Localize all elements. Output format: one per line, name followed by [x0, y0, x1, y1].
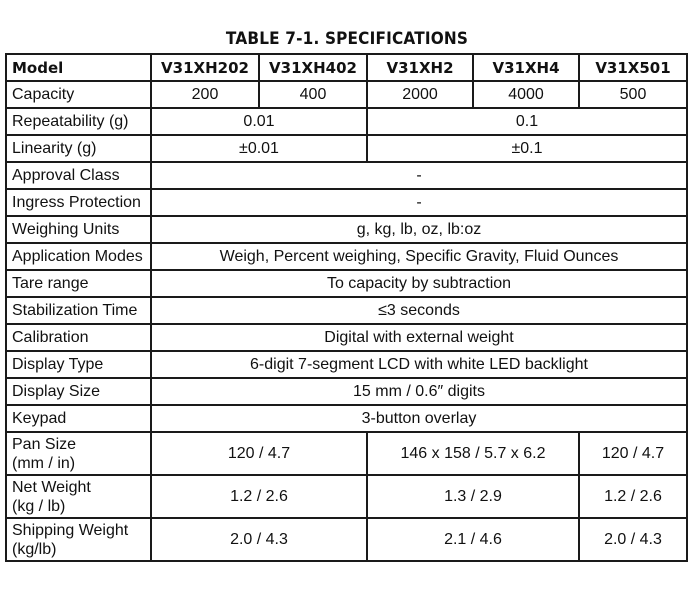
capacity-v31xh4: 4000	[473, 81, 579, 108]
repeatability-left: 0.01	[151, 108, 367, 135]
pan-size-middle: 146 x 158 / 5.7 x 6.2	[367, 432, 579, 475]
calibration-value: Digital with external weight	[151, 324, 687, 351]
table-row	[6, 475, 687, 518]
net-weight-label-line2: (kg / lb)	[12, 497, 66, 515]
row-label-capacity: Capacity	[6, 81, 151, 108]
header-v31xh202: V31XH202	[151, 54, 259, 81]
net-weight-middle: 1.3 / 2.9	[367, 475, 579, 518]
header-row	[6, 54, 687, 81]
row-label-tare-range: Tare range	[6, 270, 151, 297]
header-v31x501: V31X501	[579, 54, 687, 81]
weighing-units-value: g, kg, lb, oz, lb:oz	[151, 216, 687, 243]
display-size-value: 15 mm / 0.6″ digits	[151, 378, 687, 405]
row-label-repeatability: Repeatability (g)	[6, 108, 151, 135]
row-label-application-modes: Application Modes	[6, 243, 151, 270]
specifications-table	[5, 53, 688, 562]
table-row	[6, 189, 687, 216]
net-weight-right: 1.2 / 2.6	[579, 475, 687, 518]
keypad-value: 3-button overlay	[151, 405, 687, 432]
net-weight-label-line1: Net Weight	[12, 478, 91, 496]
table-row	[6, 324, 687, 351]
pan-size-left: 120 / 4.7	[151, 432, 367, 475]
row-label-ingress-protection: Ingress Protection	[6, 189, 151, 216]
pan-size-right: 120 / 4.7	[579, 432, 687, 475]
display-type-value: 6-digit 7-segment LCD with white LED backlight	[151, 351, 687, 378]
shipping-weight-right: 2.0 / 4.3	[579, 518, 687, 561]
shipping-weight-label-line1: Shipping Weight	[12, 521, 129, 539]
linearity-left: ±0.01	[151, 135, 367, 162]
shipping-weight-middle: 2.1 / 4.6	[367, 518, 579, 561]
capacity-v31xh202: 200	[151, 81, 259, 108]
net-weight-left: 1.2 / 2.6	[151, 475, 367, 518]
table-row	[6, 243, 687, 270]
row-label-weighing-units: Weighing Units	[6, 216, 151, 243]
table-row	[6, 351, 687, 378]
table-row	[6, 270, 687, 297]
header-v31xh4: V31XH4	[473, 54, 579, 81]
row-label-pan-size	[6, 432, 151, 475]
application-modes-value: Weigh, Percent weighing, Specific Gravity, Fluid Ounces	[151, 243, 687, 270]
table-row	[6, 81, 687, 108]
row-label-linearity: Linearity (g)	[6, 135, 151, 162]
table-row	[6, 432, 687, 475]
table-row	[6, 405, 687, 432]
row-label-approval-class: Approval Class	[6, 162, 151, 189]
row-label-display-type: Display Type	[6, 351, 151, 378]
header-v31xh2: V31XH2	[367, 54, 473, 81]
row-label-display-size: Display Size	[6, 378, 151, 405]
table-row	[6, 216, 687, 243]
row-label-calibration: Calibration	[6, 324, 151, 351]
row-label-keypad: Keypad	[6, 405, 151, 432]
header-model: Model	[6, 54, 151, 81]
table-title: TABLE 7-1. SPECIFICATIONS	[225, 29, 469, 49]
capacity-v31xh402: 400	[259, 81, 367, 108]
table-row	[6, 135, 687, 162]
table-row	[6, 108, 687, 135]
shipping-weight-left: 2.0 / 4.3	[151, 518, 367, 561]
table-row	[6, 518, 687, 561]
table-row	[6, 297, 687, 324]
stabilization-time-value: ≤3 seconds	[151, 297, 687, 324]
capacity-v31x501: 500	[579, 81, 687, 108]
linearity-right: ±0.1	[367, 135, 687, 162]
row-label-shipping-weight	[6, 518, 151, 561]
pan-size-label-line1: Pan Size	[12, 435, 77, 453]
capacity-v31xh2: 2000	[367, 81, 473, 108]
tare-range-value: To capacity by subtraction	[151, 270, 687, 297]
ingress-protection-value: -	[151, 189, 687, 216]
pan-size-label-line2: (mm / in)	[12, 454, 76, 472]
shipping-weight-label-line2: (kg/lb)	[12, 540, 57, 558]
repeatability-right: 0.1	[367, 108, 687, 135]
table-row	[6, 162, 687, 189]
header-v31xh402: V31XH402	[259, 54, 367, 81]
row-label-net-weight	[6, 475, 151, 518]
table-row	[6, 378, 687, 405]
row-label-stabilization-time: Stabilization Time	[6, 297, 151, 324]
approval-class-value: -	[151, 162, 687, 189]
